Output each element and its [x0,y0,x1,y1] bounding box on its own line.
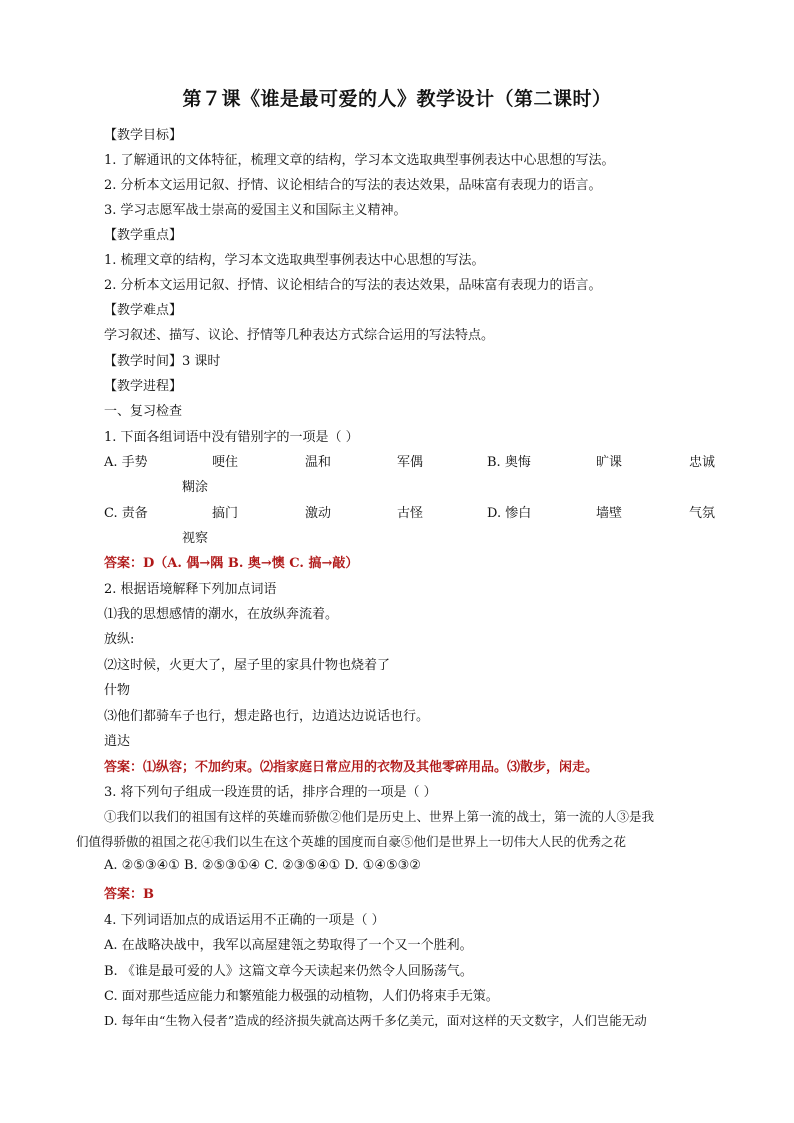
q2-answer: 答案：⑴纵容；不加约束。⑵指家庭日常应用的衣物及其他零碎用品。⑶散步，闲走。 [104,760,599,775]
q1-row2-w2: 搞门 [212,506,239,521]
page-title: 第７课《谁是最可爱的人》教学设计（第二课时） [182,88,612,110]
q1-row1-w2: 哽住 [212,455,239,470]
q1-row1-w4: 军偶 [397,455,424,470]
q1-row1-w7: 忠诚 [689,455,716,470]
q3-passage-line-1: ①我们以我们的祖国有这样的英雄而骄傲②他们是历史上、世界上第一流的战士，第一流的人③是我 [104,809,655,824]
q1-stem: 1. 下面各组词语中没有错别字的一项是（ ） [104,430,359,445]
q1-row1-cont: 糊涂 [182,480,209,495]
q1-row2-w3: 激动 [305,506,332,521]
q2-item-2-label: 什物 [104,683,131,698]
goals-heading: 【教学目标】 [104,128,183,143]
q4-option-b: B. 《谁是最可爱的人》这篇文章今天读起来仍然令人回肠荡气。 [104,964,473,979]
q1-row2-w6: 墙壁 [596,506,623,521]
q2-item-3: ⑶他们都骑车子也行，想走路也行，边逍达边说话也行。 [104,709,430,724]
q1-row2-w7: 气氛 [689,506,716,521]
q1-row2-d: D. 惨白 [487,506,532,521]
key-1: 1. 梳理文章的结构，学习本文选取典型事例表达中心思想的写法。 [104,253,485,268]
difficulty-heading: 【教学难点】 [104,303,183,318]
q1-row1-b: B. 奥悔 [487,455,531,470]
q3-answer: 答案：B [104,887,154,902]
teaching-time: 【教学时间】3 课时 [104,354,221,369]
q2-item-1-label: 放纵: [104,632,135,647]
goal-3: 3. 学习志愿军战士崇高的爱国主义和国际主义精神。 [104,203,407,218]
process-heading: 【教学进程】 [104,379,183,394]
q2-item-3-label: 逍达 [104,734,131,749]
goal-1: 1. 了解通讯的文体特征，梳理文章的结构，学习本文选取典型事例表达中心思想的写法。 [104,153,615,168]
q2-item-1: ⑴我的思想感情的潮水，在放纵奔流着。 [104,607,339,622]
key-heading: 【教学重点】 [104,228,183,243]
q1-row1-w6: 旷课 [596,455,623,470]
q3-stem: 3. 将下列句子组成一段连贯的话，排序合理的一项是（ ） [104,785,437,800]
goal-2: 2. 分析本文运用记叙、抒情、议论相结合的写法的表达效果，品味富有表现力的语言。 [104,178,602,193]
q4-stem: 4. 下列词语加点的成语运用不正确的一项是（ ） [104,913,385,928]
q2-item-2: ⑵这时候，火更大了，屋子里的家具什物也烧着了 [104,658,391,673]
q4-option-d: D. 每年由“生物入侵者”造成的经济损失就高达两千多亿美元，面对这样的天文数字，人们岂能无动 [104,1013,647,1028]
q1-row2-cont: 视察 [182,531,209,546]
q1-row1-a: A. 手势 [104,455,148,470]
q3-passage-line-2: 们值得骄傲的祖国之花④我们以生在这个英雄的国度而自豪⑤他们是世界上一切伟大人民的优秀之花 [76,834,627,849]
review-heading: 一、复习检查 [104,404,183,419]
q2-stem: 2. 根据语境解释下列加点词语 [104,582,277,597]
q4-option-a: A. 在战略决战中，我军以高屋建瓴之势取得了一个又一个胜利。 [104,938,473,953]
q1-row1-w3: 温和 [305,455,332,470]
key-2: 2. 分析本文运用记叙、抒情、议论相结合的写法的表达效果，品味富有表现力的语言。 [104,278,602,293]
q3-options: A. ②⑤③④① B. ②⑤③①④ C. ②③⑤④① D. ①④⑤③② [104,858,421,873]
difficulty-text: 学习叙述、描写、议论、抒情等几种表达方式综合运用的写法特点。 [104,328,495,343]
q4-option-c: C. 面对那些适应能力和繁殖能力极强的动植物，人们仍将束手无策。 [104,989,499,1004]
q1-row2-c: C. 责备 [104,506,148,521]
q1-row2-w4: 古怪 [397,506,424,521]
q1-answer: 答案：D（A. 偶→隅 B. 奥→懊 C. 搞→敲） [104,556,359,571]
